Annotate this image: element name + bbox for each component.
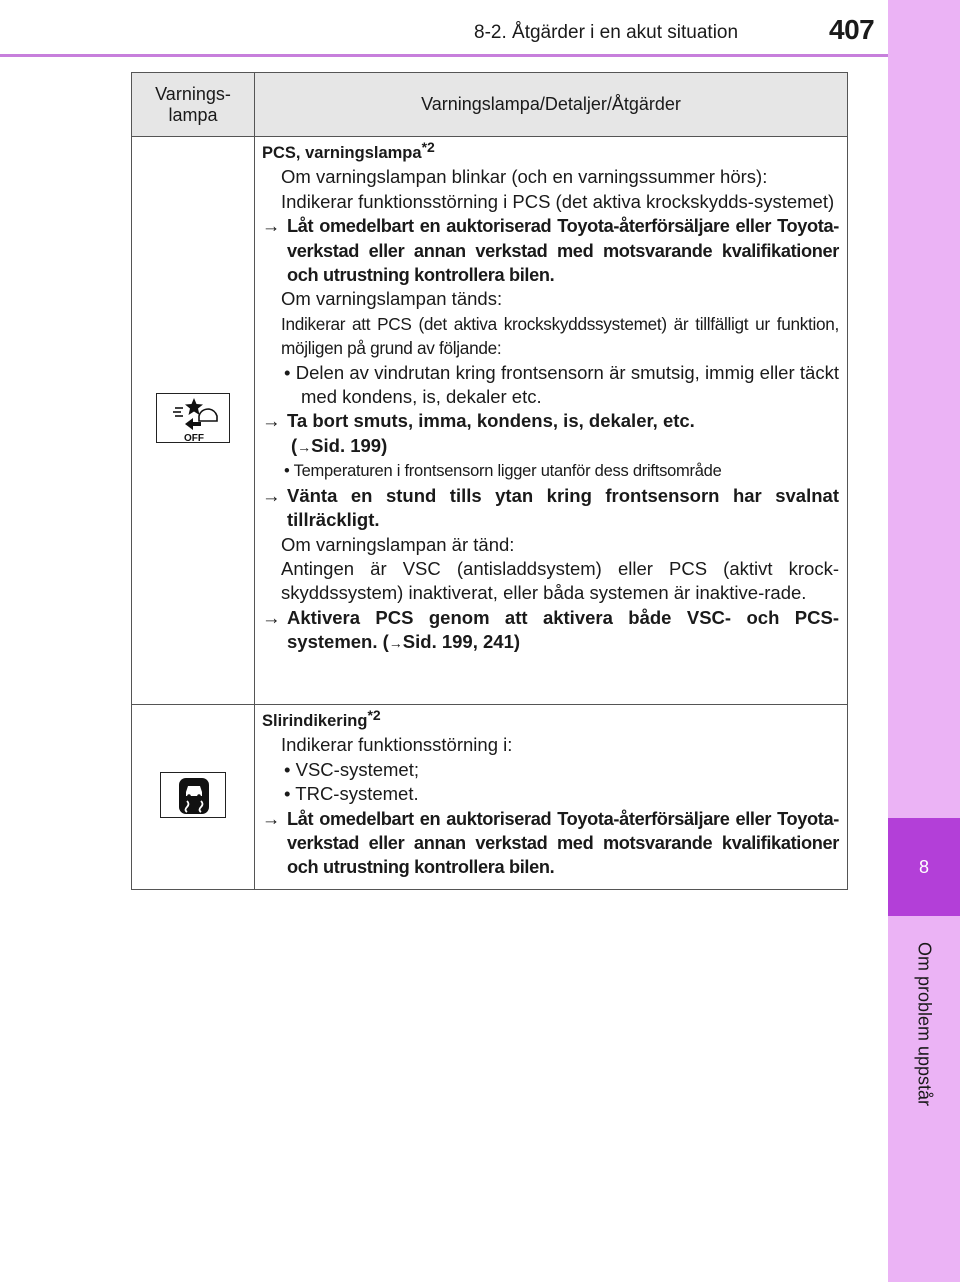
page-reference[interactable]: Sid. 199, 241) (402, 631, 521, 653)
bullet-item: • Temperaturen i frontsensorn ligger utanför dess driftsområde (284, 462, 722, 481)
action-arrow-icon: → (262, 216, 280, 237)
bullet-item: • TRC-systemet. (284, 783, 419, 805)
chapter-title: Om problem uppstår (914, 941, 935, 1107)
details-column-header: Varningslampa/Detaljer/Åtgärder (255, 73, 848, 137)
header-divider (0, 54, 888, 57)
table-header-row (132, 73, 848, 137)
action-arrow-icon: → (262, 484, 281, 506)
condition-text: Om varningslampan är tänd: (281, 533, 515, 555)
ref-arrow-icon: → (388, 635, 403, 652)
action-text: → Ta bort smuts, imma, kondens, is, dekaler, etc. (→Sid. 199) (262, 410, 695, 456)
condition-text: Om varningslampan tänds: (281, 288, 503, 310)
ref-arrow-icon: → (297, 438, 312, 455)
chapter-number: 8 (918, 856, 929, 877)
description-text: Antingen är VSC (antisladdsystem) eller PCS (aktivt krock-skyddssystem) inaktiverat, eller båda systemen är inaktive-rade. (281, 557, 839, 604)
bullet-item: • Delen av vindrutan kring frontsensorn är smutsig, immig eller täckt med kondens, is, dekaler etc. (284, 361, 839, 408)
lamp-title: PCS, varningslampa$^{*2}$ (262, 139, 435, 162)
action-text: → Låt omedelbart en auktoriserad Toyota-återförsäljare eller Toyota-verkstad eller annan verkstad med motsvarande kvalifikationer och utrustning kontrollera bilen. (262, 808, 839, 878)
action-text: → Låt omedelbart en auktoriserad Toyota-återförsäljare eller Toyota-verkstad eller annan verkstad med motsvarande kvalifikationer och utrustning kontrollera bilen. (262, 216, 839, 286)
slip-indicator-icon (160, 772, 226, 818)
action-text: → Aktivera PCS genom att aktivera både VSC- och PCS-systemen. (→Sid. 199, 241) (262, 606, 839, 653)
chapter-number-box (888, 818, 960, 916)
pcs-off-icon (156, 393, 230, 443)
table-row (132, 705, 848, 890)
warning-lamp-table (131, 72, 848, 890)
lamp-cell (132, 705, 255, 890)
action-arrow-icon: → (262, 808, 280, 829)
condition-text: Om varningslampan blinkar (och en varningssummer hörs): (281, 166, 768, 188)
svg-text:OFF: OFF (184, 433, 204, 444)
bullet-item: • VSC-systemet; (284, 758, 419, 780)
details-cell (255, 705, 848, 890)
description-text: Indikerar funktionsstörning i: (281, 734, 513, 756)
table-row (132, 137, 848, 705)
action-arrow-icon: → (262, 606, 281, 628)
details-cell (255, 137, 848, 705)
action-arrow-icon: → (262, 410, 281, 432)
lamp-column-header: Varnings- lampa (132, 73, 255, 137)
page-number: 407 (829, 14, 875, 45)
action-text: → Vänta en stund tills ytan kring frontsensorn har svalnat tillräckligt. (262, 484, 839, 531)
page-reference[interactable]: Sid. 199) (311, 434, 388, 456)
section-title: 8-2. Åtgärder i en akut situation (474, 22, 739, 43)
description-text: Indikerar att PCS (det aktiva krockskyddssystemet) är tillfälligt ur funktion, möjligen på grund av följande: (281, 313, 839, 359)
lamp-cell (132, 137, 255, 705)
lamp-title: Slirindikering$^{*2}$ (262, 707, 381, 730)
description-text: Indikerar funktionsstörning i PCS (det aktiva krockskydds-systemet) (281, 190, 835, 212)
